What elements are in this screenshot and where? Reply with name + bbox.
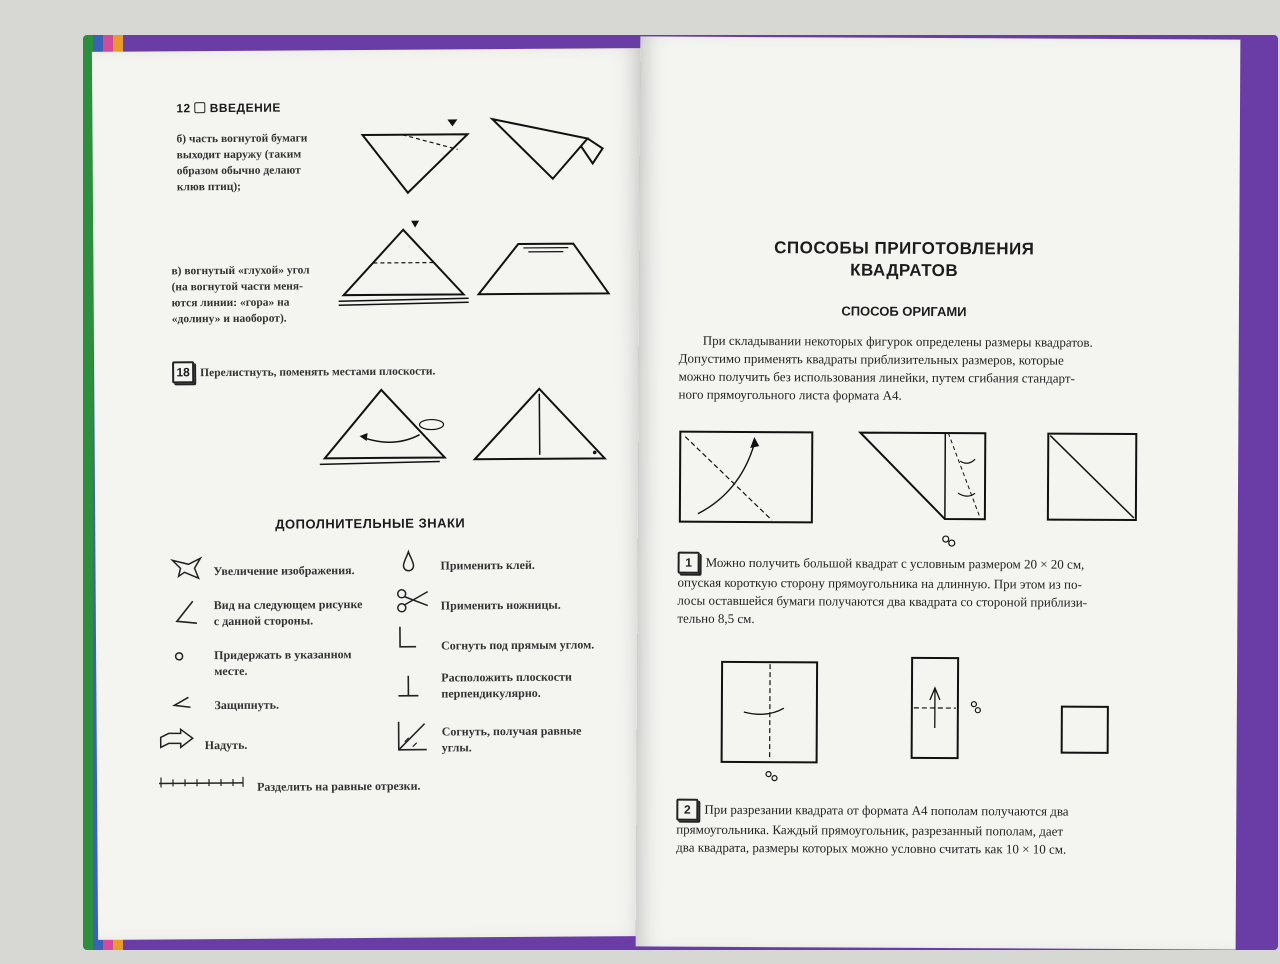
step-1-number: 1: [678, 552, 700, 574]
item-b-text: б) часть вогнутой бумаги выходит наружу (таким образом обычно делают клюв птиц);: [176, 132, 308, 194]
sign-right-angle-label: Согнуть под прямым углом.: [441, 637, 595, 653]
a4-half-fold-diagram: [721, 662, 832, 793]
square-result-diagram: [1048, 434, 1143, 524]
triangle-fold-cut-diagram: [860, 431, 996, 552]
hold-point-icon: [174, 651, 186, 663]
inflate-icon: [159, 729, 195, 751]
perpendicular-icon: [396, 674, 420, 700]
sign-zoom-label: Увеличение изображения.: [213, 563, 355, 579]
section-title: ВВЕДЕНИЕ: [209, 100, 281, 116]
sign-pinch-label: Защипнуть.: [214, 697, 279, 713]
scissors-icon: [396, 588, 430, 614]
sign-glue-label: Применить клей.: [440, 557, 535, 573]
zoom-icon: [170, 556, 206, 580]
right-angle-icon: [396, 625, 418, 651]
sign-inflate-label: Надуть.: [204, 737, 248, 753]
step-18-text: Перелистнуть, поменять местами плоскости.: [200, 365, 436, 380]
step-18-number: 18: [172, 361, 194, 383]
step-1-paragraph: 1 Можно получить большой квадрат с условным размером 20 × 20 см, опуская короткую сторону прямоугольника на длинную. При этом из по- лосы оставшейся бумаги получаются два квадрата со стороной приблизи- тельно 8,5 см.: [677, 552, 1197, 631]
signs-title: ДОПОЛНИТЕЛЬНЫЕ ЗНАКИ: [275, 515, 466, 532]
left-page: [92, 48, 648, 940]
right-page: [636, 36, 1241, 949]
intro-paragraph: При складывании некоторых фигурок определены размеры квадратов. Допустимо применять квадраты приблизительных размеров, которые можно получить без использования линейки, путем сгибания стандарт- ного прямоугольного листа формата А4.: [678, 332, 1093, 403]
section-subtitle: СПОСОБ ОРИГАМИ: [841, 303, 967, 320]
step-2-paragraph: 2 При разрезании квадрата от формата А4 пополам получаются два прямоугольника. Каждый прямоугольник, разрезанный пополам, дает два квадрата, размеры которых можно условно считать как 10 × 10 см.: [676, 799, 1196, 860]
a4-fold-diagram: [680, 432, 820, 528]
beak-fold-diagram-1: [362, 114, 493, 195]
small-square-diagram: [1062, 707, 1114, 759]
glue-drop-icon: [400, 550, 416, 572]
sink-fold-diagram-1: [343, 224, 474, 310]
view-direction-icon: [171, 599, 201, 629]
page-title: СПОСОБЫ ПРИГОТОВЛЕНИЯ КВАДРАТОВ: [774, 238, 1035, 281]
page-header: [176, 101, 281, 116]
equal-angles-icon: [395, 720, 429, 754]
sign-divide-label: Разделить на равные отрезки.: [256, 778, 421, 794]
turn-over-diagram-1: [319, 389, 450, 465]
step-18: [172, 360, 435, 384]
sign-view-label: Вид на следующем рисунке с данной стороны.: [213, 597, 363, 629]
sign-equal-angles-label: Согнуть, получая равные углы.: [441, 723, 582, 755]
rectangle-half-cut-diagram: [912, 658, 998, 768]
page-number: 12: [176, 101, 191, 116]
sign-scissors-label: Применить ножницы.: [440, 597, 561, 613]
pinch-icon: [172, 695, 192, 711]
sign-hold-label: Придержать в указанном месте.: [214, 647, 352, 679]
beak-fold-diagram-2: [492, 113, 623, 194]
turn-over-diagram-2: [474, 388, 605, 464]
step-2-number: 2: [676, 799, 698, 821]
sink-fold-diagram-2: [478, 238, 608, 299]
item-v-text: в) вогнутый «глухой» угол (на вогнутой части меня- ются линии: «гора» на «долину» и наоборот).: [171, 264, 310, 326]
sign-perpendicular-label: Расположить плоскости перпендикулярно.: [441, 669, 572, 701]
divide-segments-icon: [157, 773, 247, 790]
header-square-icon: [195, 102, 206, 113]
